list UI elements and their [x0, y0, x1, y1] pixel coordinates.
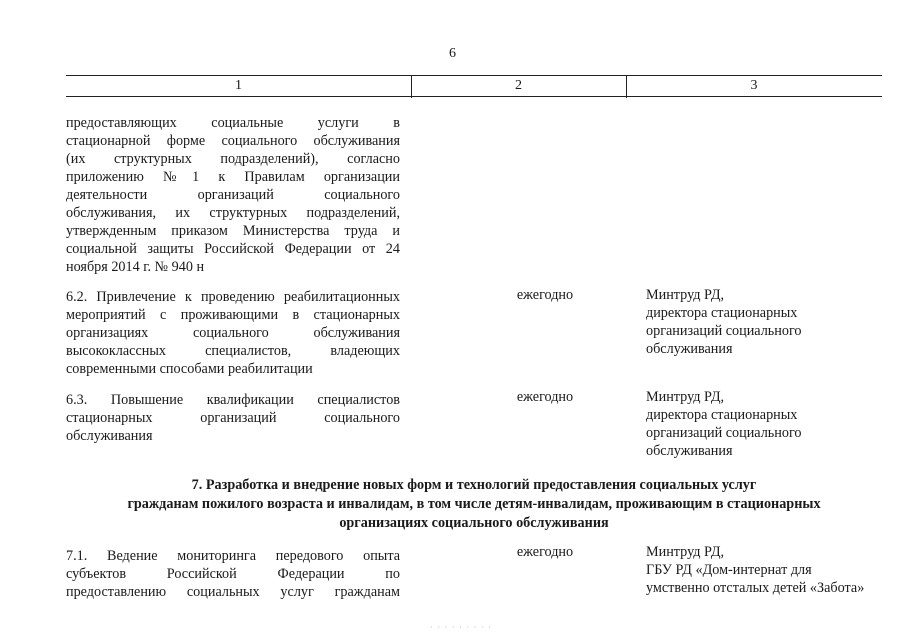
text-line: предоставлению социальных услуг гражданам [66, 584, 400, 600]
column-header-1: 1 [235, 78, 242, 93]
text-line: (их структурных подразделений), согласно [66, 151, 400, 167]
text-line: деятельности организаций социального [66, 187, 400, 203]
text-line: 6.2. Привлечение к проведению реабилитационных [66, 289, 400, 305]
row-7-1-description [66, 547, 400, 601]
text-line: обслуживания [646, 341, 733, 357]
text-line: обслуживания [646, 443, 733, 459]
row-7-1-term: ежегодно [516, 544, 574, 560]
text-line: директора стационарных [646, 305, 798, 321]
text-line: обслуживания, их структурных подразделений, [66, 205, 400, 221]
row-6-2-description [66, 288, 400, 378]
row-6-1-description [66, 114, 400, 276]
text-line: 6.3. Повышение квалификации специалистов [66, 392, 400, 408]
text-line: стационарных организаций социального [66, 410, 400, 426]
row-6-3-responsible [646, 388, 886, 460]
text-line: организациях социального обслуживания [66, 325, 400, 341]
text-line: организаций социального [646, 323, 802, 339]
row-7-1-responsible [646, 543, 886, 597]
text-line: директора стационарных [646, 407, 798, 423]
column-header-3: 3 [750, 78, 758, 93]
text-line: современными способами реабилитации [66, 361, 313, 377]
text-line: Минтруд РД, [646, 389, 725, 405]
row-6-2-term: ежегодно [516, 287, 574, 303]
text-line: мероприятий с проживающими в стационарных [66, 307, 400, 323]
heading-line: 7. Разработка и внедрение новых форм и технологий предоставления социальных услуг [191, 477, 757, 493]
section-7-heading [66, 476, 882, 533]
text-line: субъектов Российской Федерации по [66, 566, 400, 582]
heading-line: организациях социального обслуживания [339, 515, 609, 531]
text-line: Минтруд РД, [646, 287, 725, 303]
text-line: предоставляющих социальные услуги в [66, 115, 400, 131]
column-header-2: 2 [515, 78, 522, 93]
text-line: Минтруд РД, [646, 544, 725, 560]
text-line: высококлассных специалистов, владеющих [66, 343, 400, 359]
text-line: утвержденным приказом Министерства труда и [66, 223, 400, 239]
row-6-3-term: ежегодно [516, 389, 574, 405]
scan-artifact: · · · · · · · · · [430, 622, 492, 632]
heading-line: гражданам пожилого возраста и инвалидам, в том числе детям-инвалидам, проживающим в стационарных [127, 496, 821, 512]
text-line: ГБУ РД «Дом-интернат для [646, 562, 812, 578]
text-line: обслуживания [66, 428, 153, 444]
text-line: стационарной форме социального обслуживания [66, 133, 400, 149]
text-line: умственно отсталых детей «Забота» [646, 580, 865, 596]
text-line: приложению №1 к Правилам организации [66, 169, 400, 185]
row-6-2-responsible [646, 286, 886, 358]
text-line: организаций социального [646, 425, 802, 441]
text-line: 7.1. Ведение мониторинга передового опыта [66, 548, 400, 564]
row-6-3-description [66, 391, 400, 445]
table-header-bottom-rule [66, 96, 882, 97]
text-line: ноября 2014 г. № 940 н [66, 259, 205, 275]
page-number: 6 [449, 46, 456, 61]
text-line: социальной защиты Российской Федерации от 24 [66, 241, 400, 257]
table-header-top-rule [66, 75, 882, 76]
